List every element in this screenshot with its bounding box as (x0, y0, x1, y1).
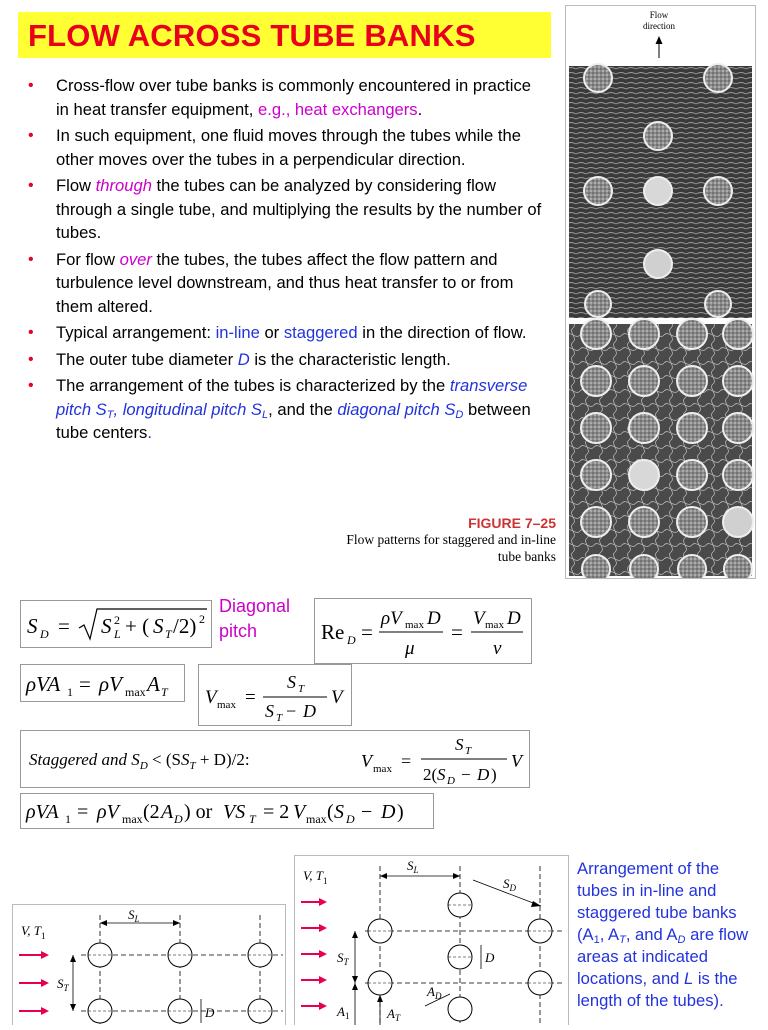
svg-text:=: = (451, 620, 463, 644)
svg-text:D: D (303, 701, 316, 721)
bullet-item: • The outer tube diameter D is the characteristic length. (28, 348, 548, 372)
arrangement-description: Arrangement of the tubes in in-line and staggered tube banks ($A_1$, $A_T$, and $A_D$ are flow areas at indicated locations, and L is the length of the tubes). (577, 859, 749, 1010)
bullet-list (28, 74, 548, 448)
page-title: FLOW ACROSS TUBE BANKS (28, 18, 476, 53)
inline-arrangement-diagram (12, 904, 286, 1025)
svg-text:): ) (397, 801, 404, 823)
svg-text:D: D (346, 812, 355, 826)
svg-text:ρV: ρV (381, 608, 402, 629)
svg-text:V: V (293, 801, 306, 823)
flow-arrows (19, 951, 49, 1015)
svg-text:=: = (58, 614, 70, 638)
svg-text:(2: (2 (143, 801, 160, 823)
svg-text:): ) (491, 765, 497, 784)
svg-text:L: L (114, 627, 121, 641)
svg-text:T: T (465, 745, 472, 757)
svg-text:SD: $S_D$ (503, 876, 516, 893)
svg-text:−: − (361, 801, 373, 823)
svg-text:Re: Re (321, 620, 345, 644)
caption-line2: tube banks (497, 549, 556, 564)
equation-staggered-continuity (20, 793, 434, 829)
svg-text:=: = (77, 801, 89, 823)
bullet-dot-icon: • (28, 127, 34, 144)
svg-text:AT: $A_T$ (387, 1006, 400, 1023)
svg-text:ρV: ρV (99, 672, 122, 696)
svg-text:μ: μ (405, 638, 415, 659)
bullet-dot-icon: • (28, 324, 34, 341)
inline-diagram-svg (13, 905, 285, 1025)
svg-text:S: S (265, 701, 274, 721)
svg-text:T: T (161, 685, 168, 699)
svg-text:T: T (249, 812, 256, 826)
svg-text:max: max (122, 812, 143, 826)
svg-text:S: S (437, 765, 446, 784)
bullet-item: • Flow through the tubes can be analyzed by considering flow through a single tube, and multiplying the results by the number of tubes. (28, 176, 542, 242)
svg-text:A1: $A_1$ (337, 1004, 350, 1021)
equation-reynolds-svg (315, 599, 531, 663)
svg-text:S: S (287, 672, 296, 692)
svg-text:+ (: + ( (125, 614, 150, 638)
flow-arrow-icon (656, 36, 663, 44)
inline-flow-photo (569, 324, 752, 576)
svg-text:SL: $S_L$ (128, 907, 140, 924)
svg-text:1: 1 (65, 812, 71, 826)
svg-text:S: S (455, 735, 464, 754)
staggered-condition: Staggered and $S_D < (SS_T + D)/2$: (29, 750, 250, 772)
svg-text:A: A (147, 672, 160, 696)
diagonal-pitch-label: Diagonal pitch (219, 596, 291, 641)
bullet-dot-icon: • (28, 250, 34, 268)
svg-text:D: D (427, 608, 441, 629)
svg-text:A: A (161, 801, 174, 823)
equation-vmax-inline-svg (199, 665, 351, 725)
svg-text:=: = (79, 672, 91, 696)
svg-text:1: 1 (67, 685, 73, 699)
svg-text:D: D (381, 801, 396, 823)
equation-continuity (20, 664, 185, 702)
svg-text:D: D (485, 950, 495, 965)
svg-text:max: max (373, 763, 392, 775)
svg-text:=: = (401, 751, 412, 771)
equation-continuity-svg (21, 665, 184, 701)
svg-text:D: D (477, 765, 490, 784)
svg-text:=: = (245, 687, 256, 708)
svg-text:SL: $S_L$ (407, 858, 419, 875)
svg-text:T: T (298, 683, 305, 695)
svg-text:ρVA: ρVA (26, 801, 59, 823)
svg-text:T: T (165, 627, 172, 641)
svg-text:max: max (485, 619, 504, 631)
svg-text:S: S (101, 614, 112, 638)
svg-text:ST: $S_T$ (57, 976, 69, 993)
svg-text:T: T (276, 712, 283, 724)
svg-text:/2): /2) (173, 614, 197, 638)
flow-label-line1: Flow (649, 10, 669, 20)
svg-text:ν: ν (493, 638, 502, 659)
bullet-dot-icon: • (28, 77, 34, 94)
svg-text:D: D (174, 812, 183, 826)
svg-text:V: V (511, 751, 522, 771)
svg-text:ρV: ρV (97, 801, 119, 823)
svg-text:max: max (306, 812, 327, 826)
equation-vmax-staggered (20, 730, 530, 788)
bullet-item: • Typical arrangement: in-line or staggered in the direction of flow. (28, 321, 548, 345)
bullet-item: • Cross-flow over tube banks is commonly encountered in practice in heat transfer equipment, e.g., heat exchangers. (28, 76, 531, 119)
equation-reynolds (314, 598, 532, 664)
svg-text:= 2: = 2 (263, 801, 290, 823)
svg-text:D: D (40, 627, 49, 641)
svg-text:D: D (347, 633, 356, 647)
svg-text:2: 2 (114, 613, 120, 627)
caption-line1: Flow patterns for staggered and in-line (346, 532, 556, 547)
svg-text:S: S (153, 614, 164, 638)
svg-text:2(: 2( (423, 765, 438, 784)
svg-text:S: S (334, 801, 344, 823)
svg-text:AD: $A_D$ (427, 984, 442, 1001)
figure-caption (298, 515, 556, 575)
bullet-dot-icon: • (28, 377, 34, 394)
flow-photo-svg (566, 6, 755, 578)
svg-text:=: = (361, 620, 373, 644)
equation-diagonal-pitch (20, 600, 212, 648)
svg-text:max: max (217, 699, 236, 711)
svg-text:max: max (405, 619, 424, 631)
bullet-item: • In such equipment, one fluid moves through the tubes while the other moves over the tubes in a perpendicular direction. (28, 126, 521, 169)
svg-text:) or: ) or (184, 801, 213, 823)
svg-text:VS: VS (223, 801, 246, 823)
equation-vmax-staggered-svg (21, 731, 529, 787)
flow-label-line2: direction (643, 21, 675, 31)
svg-text:max: max (125, 685, 146, 699)
svg-text:V: V (331, 687, 343, 708)
svg-text:V: V (473, 608, 485, 629)
svg-text:V: V (205, 687, 217, 708)
svg-text:V, T1: V, $T_1$ (21, 923, 46, 941)
equation-staggered-continuity-svg (21, 794, 433, 828)
svg-text:S: S (27, 614, 38, 638)
staggered-arrangement-diagram (294, 855, 569, 1025)
svg-text:V: V (361, 751, 372, 771)
flow-arrows (301, 898, 327, 1010)
svg-text:D: D (507, 608, 521, 629)
svg-text:−: − (286, 701, 297, 721)
svg-text:D: D (205, 1005, 215, 1020)
equation-vmax-inline (198, 664, 352, 726)
staggered-diagram-svg (295, 856, 568, 1025)
svg-text:ρVA: ρVA (26, 672, 61, 696)
bullet-item: • The arrangement of the tubes is characterized by the transverse pitch $S_T$, longitudinal pitch $S_L$, and the diagonal pitch $S_D$ between tube centers. (28, 376, 531, 442)
bullet-dot-icon: • (28, 177, 34, 194)
svg-text:ST: $S_T$ (337, 950, 349, 967)
flow-photo-panel (565, 5, 756, 579)
svg-text:D: D (447, 775, 455, 787)
equation-diagonal-pitch-svg (21, 601, 211, 647)
bullet-item: • For flow over the tubes, the tubes affect the flow pattern and turbulence level downstream, and thus heat transfer to or from them altered. (28, 249, 514, 316)
figure-label: FIGURE 7–25 (468, 515, 556, 531)
bullet-dot-icon: • (28, 350, 34, 368)
svg-text:−: − (461, 765, 471, 784)
svg-text:(: ( (327, 801, 334, 823)
svg-text:V, T1: V, $T_1$ (303, 868, 328, 886)
svg-text:2: 2 (199, 612, 205, 626)
